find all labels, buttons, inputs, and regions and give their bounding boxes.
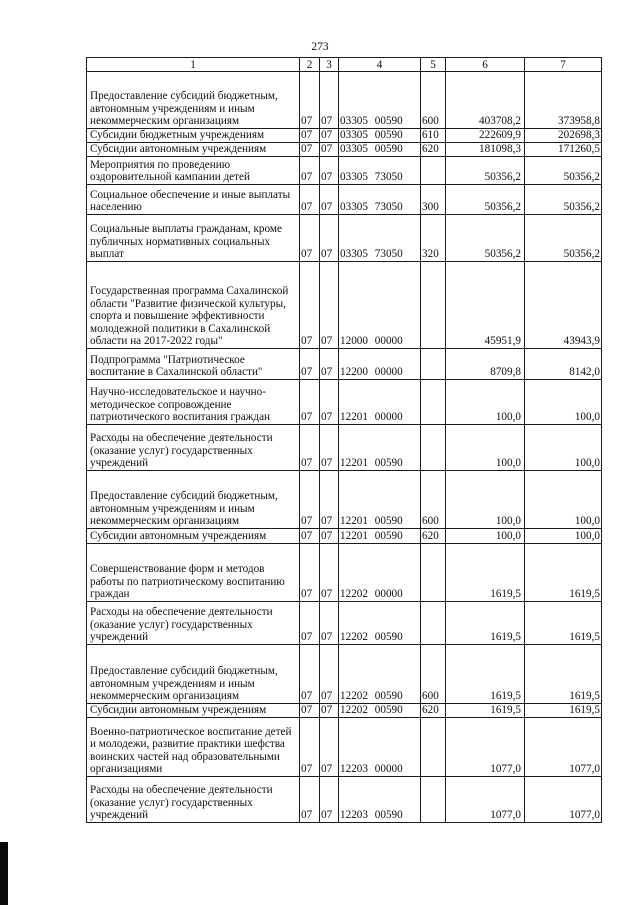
table-row: [87, 185, 602, 215]
row-name: Предоставление субсидий бюджетным, автономным учреждениям и иным некоммерческим организациям: [87, 72, 300, 129]
row-section: 07: [300, 544, 320, 602]
row-name: Субсидии автономным учреждениям: [87, 704, 300, 718]
row-value-6: 222609,9: [446, 129, 525, 143]
row-expense-type: 620: [421, 704, 446, 718]
row-value-6: 1077,0: [446, 777, 525, 823]
row-subsection: 07: [320, 529, 339, 544]
row-value-7: 8142,0: [525, 349, 602, 380]
row-subsection: 07: [320, 425, 339, 471]
row-target-article: 03305 00590: [339, 72, 421, 129]
row-value-6: 1619,5: [446, 704, 525, 718]
table-row: [87, 425, 602, 471]
row-value-6: 1619,5: [446, 602, 525, 645]
row-value-6: 1619,5: [446, 645, 525, 704]
row-name: Предоставление субсидий бюджетным, автономным учреждениям и иным некоммерческим организациям: [87, 645, 300, 704]
row-value-6: 50356,2: [446, 185, 525, 215]
row-target-article: 12203 00000: [339, 718, 421, 777]
row-value-7: 171260,5: [525, 143, 602, 157]
row-subsection: 07: [320, 349, 339, 380]
header-col-5: 5: [421, 58, 446, 72]
row-expense-type: [421, 349, 446, 380]
row-target-article: 12000 00000: [339, 262, 421, 349]
row-target-article: 12201 00590: [339, 471, 421, 529]
row-target-article: 03305 73050: [339, 185, 421, 215]
row-subsection: 07: [320, 645, 339, 704]
row-value-7: 43943,9: [525, 262, 602, 349]
row-value-7: 50356,2: [525, 157, 602, 185]
row-section: 07: [300, 529, 320, 544]
row-section: 07: [300, 704, 320, 718]
row-expense-type: 620: [421, 143, 446, 157]
row-value-7: 1077,0: [525, 718, 602, 777]
row-expense-type: [421, 380, 446, 425]
row-name: Военно-патриотическое воспитание детей и молодежи, развитие практики шефства воинских частей над образовательными организациями: [87, 718, 300, 777]
row-name: Предоставление субсидий бюджетным, автономным учреждениям и иным некоммерческим организациям: [87, 471, 300, 529]
row-target-article: 03305 73050: [339, 157, 421, 185]
row-name: Совершенствование форм и методов работы по патриотическому воспитанию граждан: [87, 544, 300, 602]
row-value-7: 373958,8: [525, 72, 602, 129]
row-expense-type: 610: [421, 129, 446, 143]
table-row: [87, 129, 602, 143]
row-subsection: 07: [320, 544, 339, 602]
row-expense-type: 600: [421, 645, 446, 704]
row-value-6: 403708,2: [446, 72, 525, 129]
row-value-7: 1619,5: [525, 645, 602, 704]
header-col-2: 2: [300, 58, 320, 72]
row-name: Расходы на обеспечение деятельности (оказание услуг) государственных учреждений: [87, 425, 300, 471]
row-expense-type: 600: [421, 471, 446, 529]
table-row: [87, 143, 602, 157]
table-row: [87, 718, 602, 777]
row-value-6: 181098,3: [446, 143, 525, 157]
row-subsection: 07: [320, 72, 339, 129]
row-name: Субсидии автономным учреждениям: [87, 143, 300, 157]
row-section: 07: [300, 425, 320, 471]
row-section: 07: [300, 129, 320, 143]
row-target-article: 12203 00590: [339, 777, 421, 823]
row-subsection: 07: [320, 718, 339, 777]
row-subsection: 07: [320, 157, 339, 185]
row-value-6: 100,0: [446, 529, 525, 544]
row-subsection: 07: [320, 777, 339, 823]
header-col-6: 6: [446, 58, 525, 72]
row-section: 07: [300, 602, 320, 645]
table-row: [87, 262, 602, 349]
row-section: 07: [300, 349, 320, 380]
row-section: 07: [300, 157, 320, 185]
row-name: Расходы на обеспечение деятельности (оказание услуг) государственных учреждений: [87, 602, 300, 645]
table-row: [87, 215, 602, 262]
table-row: [87, 544, 602, 602]
row-target-article: 12202 00590: [339, 645, 421, 704]
row-section: 07: [300, 777, 320, 823]
row-value-7: 1619,5: [525, 704, 602, 718]
row-target-article: 03305 00590: [339, 129, 421, 143]
row-target-article: 12202 00590: [339, 602, 421, 645]
row-subsection: 07: [320, 380, 339, 425]
header-col-1: 1: [87, 58, 300, 72]
row-value-7: 100,0: [525, 380, 602, 425]
row-name: Мероприятия по проведению оздоровительной кампании детей: [87, 157, 300, 185]
row-target-article: 03305 00590: [339, 143, 421, 157]
row-value-6: 45951,9: [446, 262, 525, 349]
header-col-7: 7: [525, 58, 602, 72]
table-row: [87, 349, 602, 380]
row-expense-type: [421, 544, 446, 602]
row-value-7: 1619,5: [525, 544, 602, 602]
table-row: [87, 645, 602, 704]
row-section: 07: [300, 262, 320, 349]
table-row: [87, 471, 602, 529]
table-row: [87, 380, 602, 425]
row-value-6: 8709,8: [446, 349, 525, 380]
row-target-article: 12201 00590: [339, 529, 421, 544]
row-target-article: 12202 00000: [339, 544, 421, 602]
row-expense-type: [421, 157, 446, 185]
scan-edge-mark: [0, 842, 8, 905]
row-value-7: 100,0: [525, 425, 602, 471]
row-value-7: 202698,3: [525, 129, 602, 143]
row-subsection: 07: [320, 602, 339, 645]
row-value-7: 50356,2: [525, 215, 602, 262]
budget-table: [86, 57, 602, 823]
row-subsection: 07: [320, 143, 339, 157]
row-expense-type: 300: [421, 185, 446, 215]
table-row: [87, 529, 602, 544]
row-section: 07: [300, 718, 320, 777]
row-section: 07: [300, 471, 320, 529]
row-name: Подпрограмма "Патриотическое воспитание в Сахалинской области": [87, 349, 300, 380]
page-number: 273: [311, 41, 329, 53]
row-subsection: 07: [320, 215, 339, 262]
row-value-7: 100,0: [525, 529, 602, 544]
row-target-article: 12200 00000: [339, 349, 421, 380]
row-value-7: 50356,2: [525, 185, 602, 215]
table-row: [87, 602, 602, 645]
row-subsection: 07: [320, 704, 339, 718]
row-value-6: 1077,0: [446, 718, 525, 777]
row-value-6: 50356,2: [446, 157, 525, 185]
table-row: [87, 777, 602, 823]
row-expense-type: [421, 602, 446, 645]
row-section: 07: [300, 185, 320, 215]
row-section: 07: [300, 143, 320, 157]
row-name: Субсидии бюджетным учреждениям: [87, 129, 300, 143]
row-target-article: 12201 00590: [339, 425, 421, 471]
row-value-7: 1619,5: [525, 602, 602, 645]
row-value-6: 100,0: [446, 471, 525, 529]
header-col-4: 4: [339, 58, 421, 72]
row-value-6: 1619,5: [446, 544, 525, 602]
row-expense-type: [421, 425, 446, 471]
row-value-6: 50356,2: [446, 215, 525, 262]
row-subsection: 07: [320, 185, 339, 215]
row-section: 07: [300, 215, 320, 262]
row-section: 07: [300, 380, 320, 425]
row-name: Социальные выплаты гражданам, кроме публичных нормативных социальных выплат: [87, 215, 300, 262]
row-section: 07: [300, 645, 320, 704]
row-expense-type: [421, 777, 446, 823]
table-row: [87, 157, 602, 185]
row-name: Расходы на обеспечение деятельности (оказание услуг) государственных учреждений: [87, 777, 300, 823]
row-expense-type: 620: [421, 529, 446, 544]
row-section: 07: [300, 72, 320, 129]
row-value-7: 100,0: [525, 471, 602, 529]
table-row: [87, 72, 602, 129]
row-value-6: 100,0: [446, 425, 525, 471]
row-subsection: 07: [320, 129, 339, 143]
row-target-article: 12202 00590: [339, 704, 421, 718]
row-expense-type: 600: [421, 72, 446, 129]
table-row: [87, 704, 602, 718]
header-col-3: 3: [320, 58, 339, 72]
row-subsection: 07: [320, 471, 339, 529]
row-value-7: 1077,0: [525, 777, 602, 823]
row-target-article: 03305 73050: [339, 215, 421, 262]
row-name: Государственная программа Сахалинской области "Развитие физической культуры, спорта и повышение эффективности молодежной политики в Сахалинской области на 2017-2022 годы": [87, 262, 300, 349]
row-target-article: 12201 00000: [339, 380, 421, 425]
row-name: Субсидии автономным учреждениям: [87, 529, 300, 544]
header-row: [87, 58, 602, 72]
row-expense-type: [421, 262, 446, 349]
row-value-6: 100,0: [446, 380, 525, 425]
row-subsection: 07: [320, 262, 339, 349]
row-name: Социальное обеспечение и иные выплаты населению: [87, 185, 300, 215]
row-name: Научно-исследовательское и научно-методическое сопровождение патриотического воспитания граждан: [87, 380, 300, 425]
row-expense-type: [421, 718, 446, 777]
row-expense-type: 320: [421, 215, 446, 262]
